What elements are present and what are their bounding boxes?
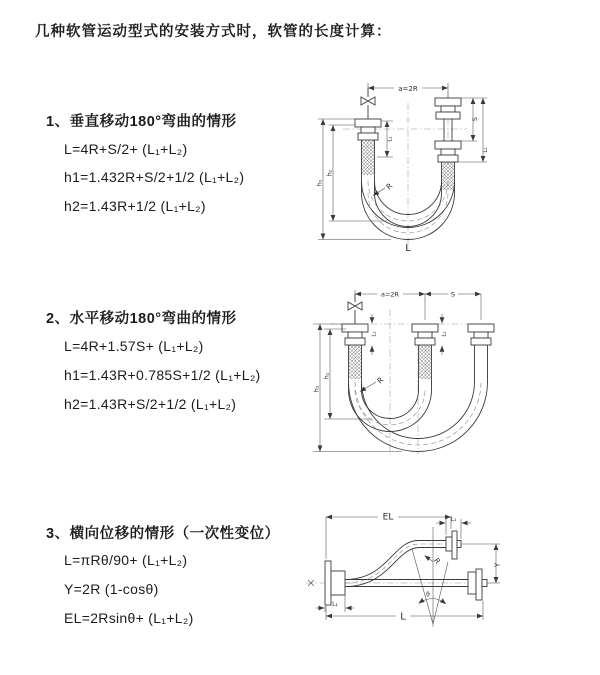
dim-label-s: S <box>471 116 479 122</box>
dim-label-l1-mid: L₁ <box>441 331 448 337</box>
diagram-horizontal-180-bend <box>310 284 595 464</box>
dim-label-h1: h₁ <box>312 385 321 393</box>
dim-label-a2r: a=2R <box>380 290 400 299</box>
section-3-formula-L: L=πRθ/90+ (L₁+L₂) <box>64 552 188 568</box>
dim-label-r: R <box>384 181 395 192</box>
left-flange-fitting <box>355 119 381 140</box>
diagram-lateral-displacement <box>298 502 598 659</box>
dim-label-l1-left: L₁ <box>371 331 378 337</box>
braided-hose-hatch-middle <box>419 345 432 379</box>
dim-label-l1-left: L₁ <box>387 136 394 142</box>
dimensions <box>315 83 487 240</box>
section-1-formula-h1: h1=1.432R+S/2+1/2 (L₁+L₂) <box>64 169 245 185</box>
right-flange-fitting <box>435 98 461 162</box>
dim-label-l: L <box>400 611 406 623</box>
left-flange-fitting <box>325 561 345 605</box>
section-1-formula-h2: h2=1.43R+1/2 (L₁+L₂) <box>64 198 206 214</box>
dim-label-r: R <box>375 375 386 386</box>
dim-label-theta: θ <box>426 591 430 599</box>
dim-label-s: S <box>450 290 456 299</box>
section-3-heading: 3、横向位移的情形（一次性变位） <box>46 526 280 542</box>
section-2-formula-h2: h2=1.43R+S/2+1/2 (L₁+L₂) <box>64 396 237 412</box>
dim-label-h2: h₂ <box>322 372 331 380</box>
diagram-labels <box>316 85 490 254</box>
dim-label-l1-top: L₁ <box>450 516 457 523</box>
middle-flange-fitting <box>412 324 438 345</box>
valve-icon <box>361 97 375 105</box>
left-flange-fitting <box>342 324 368 345</box>
dim-label-l1-left: L₁ <box>332 601 338 608</box>
section-1-formula-L: L=4R+S/2+ (L₁+L₂) <box>64 141 188 157</box>
dim-label-el: EL <box>382 512 394 523</box>
section-3-formula-Y: Y=2R (1-cosθ) <box>64 581 159 597</box>
section-2-formula-h1: h1=1.43R+0.785S+1/2 (L₁+L₂) <box>64 367 261 383</box>
diagram-vertical-180-bend <box>315 73 585 261</box>
hose-s-curve-lower-wall <box>345 548 446 587</box>
dimensions <box>316 512 500 627</box>
section-1-heading: 1、垂直移动180°弯曲的情形 <box>46 114 237 130</box>
section-2-heading: 2、水平移动180°弯曲的情形 <box>46 311 237 327</box>
braided-hose-hatch-right <box>442 162 455 190</box>
right-flange-fitting <box>468 569 487 600</box>
dim-label-l1-right: L₁ <box>483 147 489 153</box>
section-2-formula-L: L=4R+1.57S+ (L₁+L₂) <box>64 338 204 354</box>
dim-label-a2r: a=2R <box>398 84 418 93</box>
dim-label-r: R <box>431 556 443 566</box>
section-3-formula-EL: EL=2Rsinθ+ (L₁+L₂) <box>64 610 194 626</box>
dim-label-y: Y <box>493 562 502 568</box>
diagram-labels <box>332 513 501 623</box>
dim-label-h1: h₁ <box>315 179 324 187</box>
braided-hose-hatch-left <box>349 345 362 379</box>
dim-label-h2: h₂ <box>325 169 334 177</box>
dim-label-l: L <box>405 243 411 254</box>
hose-body <box>325 531 487 605</box>
displaced-flange-fitting <box>446 531 461 559</box>
braided-hose-hatch-left <box>362 140 375 175</box>
page-title: 几种软管运动型式的安装方式时，软管的长度计算： <box>35 24 392 40</box>
right-flange-fitting <box>468 324 494 345</box>
valve-icon <box>348 302 362 310</box>
dimensions <box>313 290 481 452</box>
